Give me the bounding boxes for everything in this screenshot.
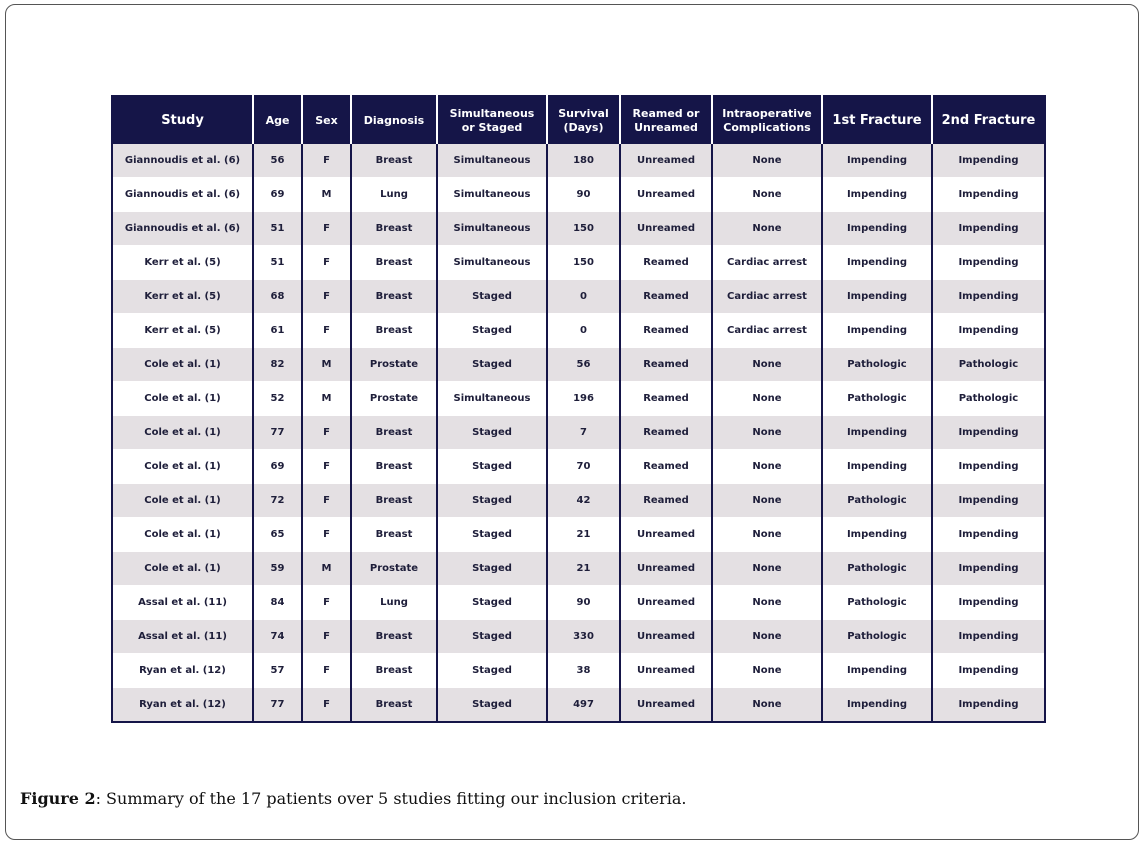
cell-survival: 42	[547, 484, 620, 518]
cell-survival: 180	[547, 144, 620, 178]
cell-sex: F	[302, 518, 351, 552]
cell-survival: 330	[547, 620, 620, 654]
column-header-sex: Sex	[302, 96, 351, 144]
cell-study: Ryan et al. (12)	[112, 688, 253, 723]
column-header-first-fracture: 1st Fracture	[822, 96, 932, 144]
cell-diagnosis: Breast	[351, 688, 437, 723]
cell-diagnosis: Breast	[351, 484, 437, 518]
cell-complications: None	[712, 144, 822, 178]
column-header-complications: Intraoperative Complications	[712, 96, 822, 144]
cell-sex: F	[302, 620, 351, 654]
cell-sex: F	[302, 450, 351, 484]
cell-diagnosis: Breast	[351, 212, 437, 246]
table-row	[112, 688, 1045, 723]
cell-first-fracture: Pathologic	[822, 552, 932, 586]
cell-diagnosis: Breast	[351, 620, 437, 654]
cell-survival: 90	[547, 178, 620, 212]
cell-age: 52	[253, 382, 302, 416]
column-header-diagnosis: Diagnosis	[351, 96, 437, 144]
cell-study: Giannoudis et al. (6)	[112, 144, 253, 178]
cell-age: 59	[253, 552, 302, 586]
cell-reaming: Unreamed	[620, 212, 712, 246]
cell-timing: Simultaneous	[437, 382, 547, 416]
patient-summary-table	[111, 95, 1046, 723]
cell-age: 69	[253, 450, 302, 484]
cell-complications: None	[712, 518, 822, 552]
cell-sex: F	[302, 314, 351, 348]
cell-age: 69	[253, 178, 302, 212]
cell-survival: 0	[547, 314, 620, 348]
cell-complications: None	[712, 620, 822, 654]
cell-age: 84	[253, 586, 302, 620]
cell-survival: 38	[547, 654, 620, 688]
cell-age: 51	[253, 246, 302, 280]
table-row	[112, 450, 1045, 484]
cell-sex: F	[302, 144, 351, 178]
table-row	[112, 178, 1045, 212]
cell-reaming: Reamed	[620, 280, 712, 314]
cell-age: 77	[253, 416, 302, 450]
table-row	[112, 246, 1045, 280]
cell-first-fracture: Impending	[822, 280, 932, 314]
cell-sex: F	[302, 586, 351, 620]
cell-sex: M	[302, 382, 351, 416]
table-row	[112, 586, 1045, 620]
cell-first-fracture: Pathologic	[822, 586, 932, 620]
cell-survival: 21	[547, 518, 620, 552]
cell-first-fracture: Impending	[822, 416, 932, 450]
cell-study: Kerr et al. (5)	[112, 314, 253, 348]
cell-timing: Simultaneous	[437, 144, 547, 178]
cell-reaming: Unreamed	[620, 654, 712, 688]
cell-age: 61	[253, 314, 302, 348]
cell-reaming: Reamed	[620, 450, 712, 484]
cell-second-fracture: Impending	[932, 416, 1045, 450]
cell-sex: F	[302, 416, 351, 450]
cell-study: Giannoudis et al. (6)	[112, 178, 253, 212]
column-header-reaming: Reamed or Unreamed	[620, 96, 712, 144]
cell-sex: M	[302, 348, 351, 382]
table-row	[112, 280, 1045, 314]
cell-complications: None	[712, 586, 822, 620]
column-header-timing: Simultaneous or Staged	[437, 96, 547, 144]
cell-survival: 150	[547, 212, 620, 246]
cell-sex: F	[302, 688, 351, 723]
cell-second-fracture: Impending	[932, 246, 1045, 280]
cell-complications: None	[712, 552, 822, 586]
cell-survival: 70	[547, 450, 620, 484]
cell-survival: 196	[547, 382, 620, 416]
cell-age: 65	[253, 518, 302, 552]
cell-timing: Staged	[437, 586, 547, 620]
cell-second-fracture: Impending	[932, 484, 1045, 518]
cell-second-fracture: Impending	[932, 518, 1045, 552]
cell-complications: None	[712, 450, 822, 484]
table-row	[112, 348, 1045, 382]
cell-timing: Staged	[437, 620, 547, 654]
cell-sex: M	[302, 178, 351, 212]
table-row	[112, 382, 1045, 416]
table-row	[112, 518, 1045, 552]
column-header-study: Study	[112, 96, 253, 144]
cell-second-fracture: Impending	[932, 450, 1045, 484]
cell-complications: Cardiac arrest	[712, 246, 822, 280]
cell-second-fracture: Impending	[932, 178, 1045, 212]
cell-complications: None	[712, 484, 822, 518]
cell-reaming: Unreamed	[620, 552, 712, 586]
cell-reaming: Unreamed	[620, 688, 712, 723]
cell-study: Cole et al. (1)	[112, 382, 253, 416]
cell-diagnosis: Breast	[351, 314, 437, 348]
cell-diagnosis: Prostate	[351, 552, 437, 586]
cell-timing: Simultaneous	[437, 246, 547, 280]
cell-reaming: Reamed	[620, 348, 712, 382]
cell-diagnosis: Breast	[351, 518, 437, 552]
cell-sex: M	[302, 552, 351, 586]
cell-diagnosis: Prostate	[351, 348, 437, 382]
cell-timing: Staged	[437, 484, 547, 518]
cell-complications: None	[712, 688, 822, 723]
cell-second-fracture: Pathologic	[932, 348, 1045, 382]
table-row	[112, 654, 1045, 688]
cell-diagnosis: Breast	[351, 246, 437, 280]
cell-reaming: Unreamed	[620, 178, 712, 212]
cell-complications: Cardiac arrest	[712, 314, 822, 348]
cell-sex: F	[302, 654, 351, 688]
table-row	[112, 552, 1045, 586]
cell-reaming: Reamed	[620, 484, 712, 518]
cell-study: Kerr et al. (5)	[112, 246, 253, 280]
cell-complications: None	[712, 654, 822, 688]
cell-survival: 150	[547, 246, 620, 280]
cell-diagnosis: Breast	[351, 280, 437, 314]
cell-reaming: Unreamed	[620, 586, 712, 620]
cell-survival: 0	[547, 280, 620, 314]
cell-first-fracture: Pathologic	[822, 348, 932, 382]
cell-diagnosis: Lung	[351, 586, 437, 620]
figure-caption	[20, 789, 1130, 808]
cell-sex: F	[302, 246, 351, 280]
cell-first-fracture: Impending	[822, 212, 932, 246]
cell-study: Cole et al. (1)	[112, 416, 253, 450]
cell-complications: None	[712, 416, 822, 450]
cell-sex: F	[302, 484, 351, 518]
cell-age: 51	[253, 212, 302, 246]
column-header-second-fracture: 2nd Fracture	[932, 96, 1045, 144]
cell-study: Kerr et al. (5)	[112, 280, 253, 314]
column-header-age: Age	[253, 96, 302, 144]
cell-second-fracture: Impending	[932, 688, 1045, 723]
cell-second-fracture: Impending	[932, 314, 1045, 348]
table-row	[112, 484, 1045, 518]
caption-text: : Summary of the 17 patients over 5 studies fitting our inclusion criteria.	[95, 789, 687, 808]
cell-study: Assal et al. (11)	[112, 586, 253, 620]
cell-second-fracture: Impending	[932, 552, 1045, 586]
cell-second-fracture: Impending	[932, 586, 1045, 620]
cell-first-fracture: Pathologic	[822, 620, 932, 654]
column-header-survival: Survival (Days)	[547, 96, 620, 144]
cell-first-fracture: Impending	[822, 144, 932, 178]
table-row	[112, 314, 1045, 348]
table-row	[112, 212, 1045, 246]
cell-timing: Staged	[437, 450, 547, 484]
cell-age: 56	[253, 144, 302, 178]
caption-label: Figure 2	[20, 789, 96, 808]
cell-timing: Staged	[437, 348, 547, 382]
cell-survival: 21	[547, 552, 620, 586]
cell-timing: Staged	[437, 654, 547, 688]
cell-diagnosis: Breast	[351, 416, 437, 450]
cell-second-fracture: Impending	[932, 620, 1045, 654]
cell-survival: 7	[547, 416, 620, 450]
cell-sex: F	[302, 212, 351, 246]
cell-first-fracture: Impending	[822, 314, 932, 348]
cell-age: 72	[253, 484, 302, 518]
cell-complications: None	[712, 382, 822, 416]
cell-study: Cole et al. (1)	[112, 450, 253, 484]
cell-survival: 90	[547, 586, 620, 620]
cell-second-fracture: Impending	[932, 212, 1045, 246]
cell-study: Cole et al. (1)	[112, 552, 253, 586]
cell-first-fracture: Pathologic	[822, 484, 932, 518]
cell-timing: Staged	[437, 688, 547, 723]
cell-study: Assal et al. (11)	[112, 620, 253, 654]
table-body	[112, 144, 1045, 722]
table-row	[112, 620, 1045, 654]
cell-diagnosis: Breast	[351, 450, 437, 484]
cell-timing: Staged	[437, 314, 547, 348]
cell-timing: Simultaneous	[437, 178, 547, 212]
cell-study: Cole et al. (1)	[112, 348, 253, 382]
cell-study: Cole et al. (1)	[112, 484, 253, 518]
table-row	[112, 416, 1045, 450]
cell-second-fracture: Impending	[932, 654, 1045, 688]
cell-reaming: Unreamed	[620, 620, 712, 654]
cell-timing: Staged	[437, 280, 547, 314]
cell-reaming: Unreamed	[620, 144, 712, 178]
cell-first-fracture: Impending	[822, 518, 932, 552]
cell-age: 74	[253, 620, 302, 654]
cell-first-fracture: Pathologic	[822, 382, 932, 416]
cell-first-fracture: Impending	[822, 450, 932, 484]
cell-reaming: Reamed	[620, 246, 712, 280]
cell-second-fracture: Impending	[932, 280, 1045, 314]
cell-second-fracture: Pathologic	[932, 382, 1045, 416]
cell-study: Giannoudis et al. (6)	[112, 212, 253, 246]
cell-reaming: Unreamed	[620, 518, 712, 552]
cell-reaming: Reamed	[620, 382, 712, 416]
cell-diagnosis: Breast	[351, 144, 437, 178]
cell-sex: F	[302, 280, 351, 314]
cell-first-fracture: Impending	[822, 654, 932, 688]
cell-first-fracture: Impending	[822, 178, 932, 212]
cell-first-fracture: Impending	[822, 246, 932, 280]
cell-diagnosis: Prostate	[351, 382, 437, 416]
cell-complications: None	[712, 178, 822, 212]
cell-complications: Cardiac arrest	[712, 280, 822, 314]
cell-age: 77	[253, 688, 302, 723]
cell-study: Cole et al. (1)	[112, 518, 253, 552]
cell-complications: None	[712, 212, 822, 246]
figure-frame	[5, 4, 1139, 840]
cell-timing: Staged	[437, 552, 547, 586]
cell-second-fracture: Impending	[932, 144, 1045, 178]
cell-diagnosis: Lung	[351, 178, 437, 212]
cell-study: Ryan et al. (12)	[112, 654, 253, 688]
cell-age: 82	[253, 348, 302, 382]
cell-reaming: Reamed	[620, 314, 712, 348]
table-row	[112, 144, 1045, 178]
table-header-row	[112, 96, 1045, 144]
cell-timing: Simultaneous	[437, 212, 547, 246]
cell-timing: Staged	[437, 416, 547, 450]
cell-complications: None	[712, 348, 822, 382]
cell-first-fracture: Impending	[822, 688, 932, 723]
cell-diagnosis: Breast	[351, 654, 437, 688]
cell-timing: Staged	[437, 518, 547, 552]
cell-survival: 497	[547, 688, 620, 723]
cell-age: 68	[253, 280, 302, 314]
cell-survival: 56	[547, 348, 620, 382]
cell-reaming: Reamed	[620, 416, 712, 450]
cell-age: 57	[253, 654, 302, 688]
